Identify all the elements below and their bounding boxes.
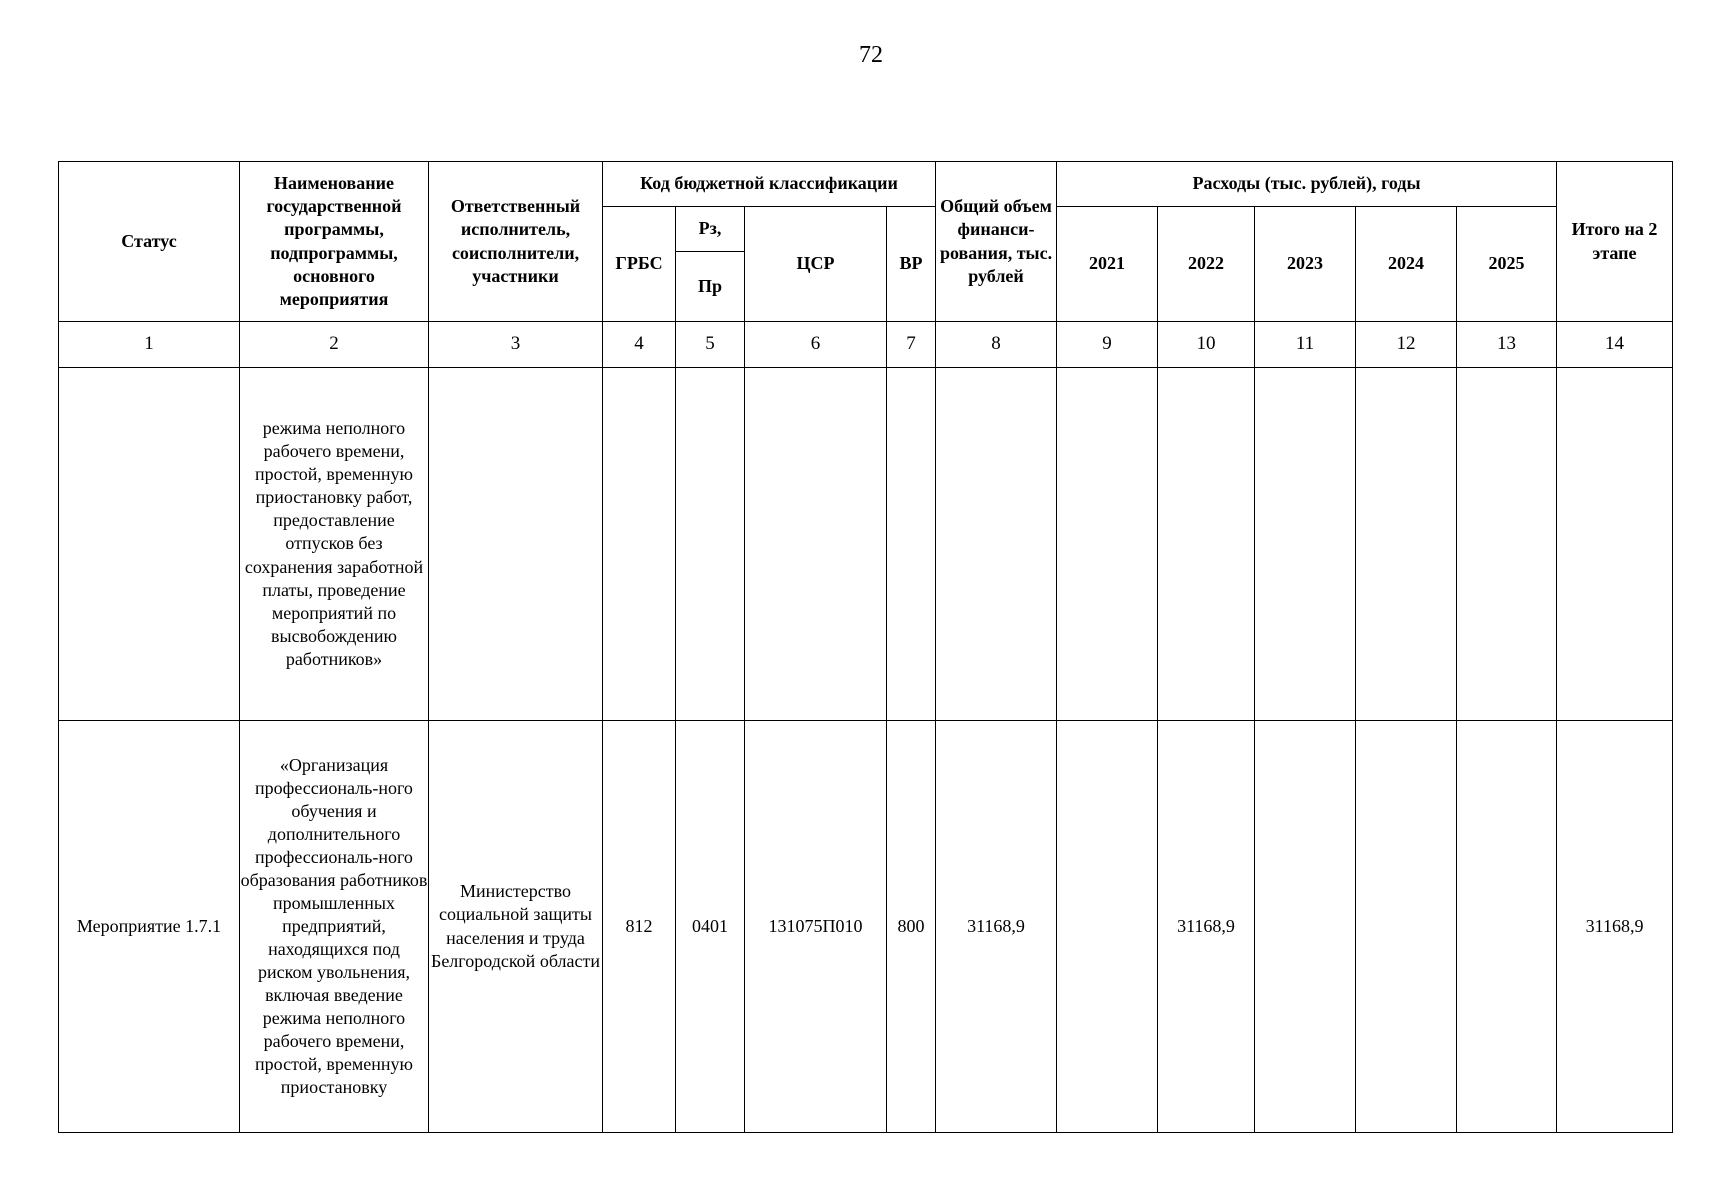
header-status: Статус — [59, 162, 240, 322]
table-row — [59, 368, 1673, 721]
row-2024 — [1356, 368, 1457, 721]
column-number: 4 — [603, 322, 676, 368]
row-2025 — [1457, 368, 1557, 721]
column-number: 2 — [240, 322, 429, 368]
page-number: 72 — [859, 42, 883, 68]
row-stage-total: 31168,9 — [1557, 721, 1673, 1133]
row-2022 — [1158, 368, 1255, 721]
row-grbs — [603, 368, 676, 721]
column-number: 7 — [887, 322, 936, 368]
row-2021 — [1057, 368, 1158, 721]
column-numbers-row — [59, 322, 1673, 368]
row-csr — [745, 368, 887, 721]
row-executor — [429, 368, 603, 721]
row-2023 — [1255, 721, 1356, 1133]
column-number: 9 — [1057, 322, 1158, 368]
column-number: 1 — [59, 322, 240, 368]
column-number: 11 — [1255, 322, 1356, 368]
row-program-name: режима неполного рабочего времени, простой, временную приостановку работ, предоставление отпусков без сохранения заработной платы, проведение мероприятий по высвобождению работников» — [240, 368, 429, 721]
column-number: 13 — [1457, 322, 1557, 368]
row-2022: 31168,9 — [1158, 721, 1255, 1133]
header-pr: Пр — [676, 252, 745, 322]
row-total: 31168,9 — [936, 721, 1057, 1133]
header-executor: Ответственный исполнитель, соисполнители, участники — [429, 162, 603, 322]
budget-table — [58, 161, 1673, 1133]
column-number: 8 — [936, 322, 1057, 368]
table-row — [59, 721, 1673, 1133]
row-rzpr — [676, 368, 745, 721]
column-number: 3 — [429, 322, 603, 368]
header-expenses: Расходы (тыс. рублей), годы — [1057, 162, 1557, 207]
column-number: 10 — [1158, 322, 1255, 368]
row-status: Мероприятие 1.7.1 — [59, 721, 240, 1133]
header-year-2022: 2022 — [1158, 207, 1255, 322]
column-number: 6 — [745, 322, 887, 368]
header-program-name: Наименование государственной программы, подпрограммы, основного мероприятия — [240, 162, 429, 322]
row-2025 — [1457, 721, 1557, 1133]
header-year-2021: 2021 — [1057, 207, 1158, 322]
header-total-volume: Общий объем финанси-рования, тыс. рублей — [936, 162, 1057, 322]
row-2021 — [1057, 721, 1158, 1133]
header-total-stage: Итого на 2 этапе — [1557, 162, 1673, 322]
header-year-2023: 2023 — [1255, 207, 1356, 322]
column-number: 5 — [676, 322, 745, 368]
row-2023 — [1255, 368, 1356, 721]
row-grbs: 812 — [603, 721, 676, 1133]
header-budget-code: Код бюджетной классификации — [603, 162, 936, 207]
row-vr — [887, 368, 936, 721]
header-year-2024: 2024 — [1356, 207, 1457, 322]
row-vr: 800 — [887, 721, 936, 1133]
row-program-name: «Организация профессиональ-ного обучения и дополнительного профессиональ-ного образования работников промышленных предприятий, находящихся под риском увольнения, включая введение режима неполного рабочего времени, простой, временную приостановку — [240, 721, 429, 1133]
header-rz: Рз, — [676, 207, 745, 252]
header-csr: ЦСР — [745, 207, 887, 322]
row-executor: Министерство социальной защиты населения и труда Белгородской области — [429, 721, 603, 1133]
header-year-2025: 2025 — [1457, 207, 1557, 322]
row-rzpr: 0401 — [676, 721, 745, 1133]
row-2024 — [1356, 721, 1457, 1133]
row-csr: 131075П010 — [745, 721, 887, 1133]
row-total — [936, 368, 1057, 721]
column-number: 14 — [1557, 322, 1673, 368]
row-status — [59, 368, 240, 721]
row-stage-total — [1557, 368, 1673, 721]
column-number: 12 — [1356, 322, 1457, 368]
header-vr: ВР — [887, 207, 936, 322]
header-grbs: ГРБС — [603, 207, 676, 322]
